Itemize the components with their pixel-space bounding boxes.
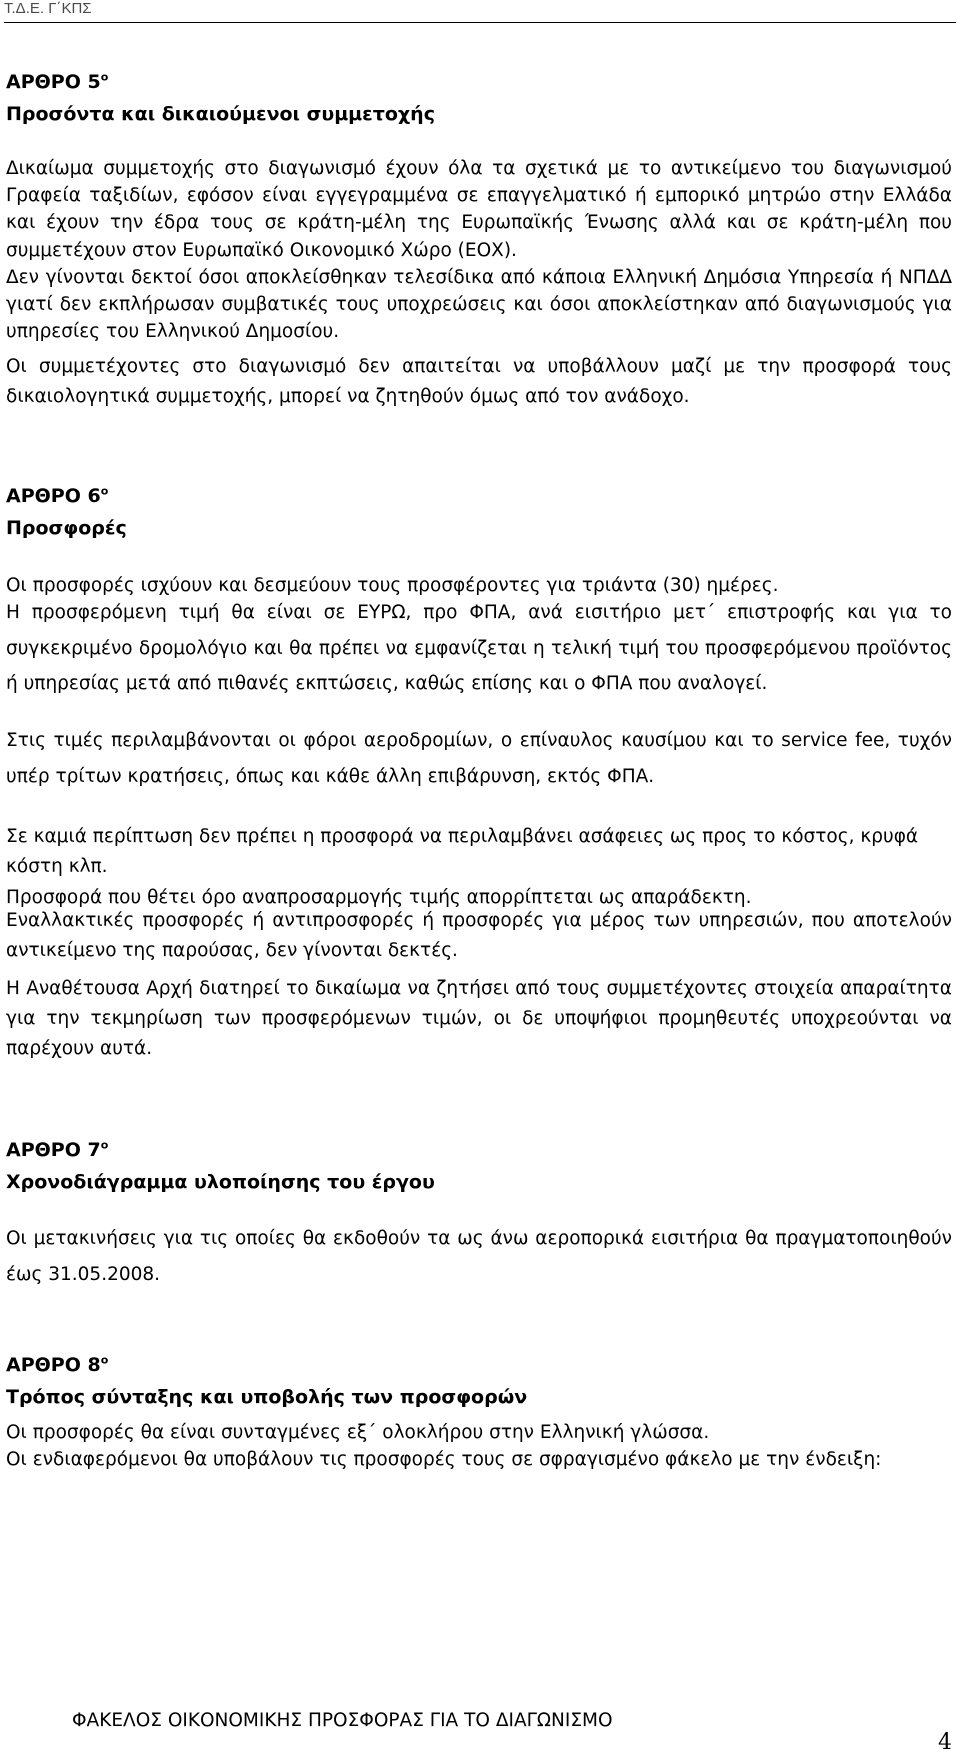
article-6-title: Προσφορές — [6, 517, 127, 539]
article-5-paragraph-eligibility: Δικαίωμα συμμετοχής στο διαγωνισμό έχουν όλα τα σχετικά με το αντικείμενο του διαγωνισμού Γραφεία ταξιδίων, εφόσον είναι εγγεγραμμένα σε επαγγελματικό ή εμπορικό μητρώο στην Ελλάδα και έχουν την έδρα τους σε κράτη-μέλη της Ευρωπαϊκής Ένωσης αλλά και σε κράτη-μέλη που συμμετέχουν στον Ευρωπαϊκό Οικονομικό Χώρο (ΕΟΧ). — [6, 158, 952, 261]
article-7-title: Χρονοδιάγραμμα υλοποίησης του έργου — [6, 1171, 435, 1193]
article-8-paragraph-language: Οι προσφορές θα είναι συνταγμένες εξ΄ ολοκλήρου στην Ελληνική γλώσσα. — [6, 1422, 710, 1443]
article-5-title: Προσόντα και δικαιούμενοι συμμετοχής — [6, 103, 435, 125]
envelope-label: ΦΑΚΕΛΟΣ ΟΙΚΟΝΟΜΙΚΗΣ ΠΡΟΣΦΟΡΑΣ ΓΙΑ ΤΟ ΔΙΑΓΩΝΙΣΜΟ — [72, 1710, 613, 1731]
page-number: 4 — [938, 1730, 952, 1755]
article-6-paragraph-validity: Οι προσφορές ισχύουν και δεσμεύουν τους προσφέροντες για τριάντα (30) ημέρες. — [6, 575, 779, 596]
article-6-paragraph-price: Η προσφερόμενη τιμή θα είναι σε ΕΥΡΩ, προ ΦΠΑ, ανά εισιτήριο μετ΄ επιστροφής και για το συγκεκριμένο δρομολόγιο και θα πρέπει να εμφανίζεται η τελική τιμή του προσφερόμενου προϊόντος ή υπηρεσίας μετά από πιθανές εκπτώσεις, καθώς επίσης και ο ΦΠΑ που αναλογεί. — [6, 602, 952, 694]
article-7-paragraph-timeline: Οι μετακινήσεις για τις οποίες θα εκδοθούν τα ως άνω αεροπορικά εισιτήρια θα πραγματοποιηθούν έως 31.05.2008. — [6, 1228, 952, 1285]
article-6-paragraph-taxes: Στις τιμές περιλαμβάνονται οι φόροι αεροδρομίων, ο επίναυλος καυσίμου και το service fee, τυχόν υπέρ τρίτων κρατήσεις, όπως και κάθε άλλη επιβάρυνση, εκτός ΦΠΑ. — [6, 730, 952, 787]
article-7-number: ΑΡΘΡΟ $7^o$ — [6, 1138, 109, 1161]
article-5-paragraph-documents: Οι συμμετέχοντες στο διαγωνισμό δεν απαιτείται να υποβάλλουν μαζί με την προσφορά τους δικαιολογητικά συμμετοχής, μπορεί να ζητηθούν όμως από τον ανάδοχο. — [6, 356, 952, 407]
article-8-title: Τρόπος σύνταξης και υποβολής των προσφορών — [6, 1386, 528, 1408]
article-6-paragraph-ambiguity: Σε καμιά περίπτωση δεν πρέπει η προσφορά να περιλαμβάνει ασάφειες ως προς το κόστος, κρυφά κόστη κλπ. — [6, 826, 919, 877]
article-8-paragraph-submission: Οι ενδιαφερόμενοι θα υποβάλουν τις προσφορές τους σε σφραγισμένο φάκελο με την ένδειξη: — [6, 1449, 882, 1470]
header-divider — [4, 22, 956, 23]
article-6-number: ΑΡΘΡΟ $6^o$ — [6, 484, 109, 507]
article-5-paragraph-exclusions: Δεν γίνονται δεκτοί όσοι αποκλείσθηκαν τελεσίδικα από κάποια Ελληνική Δημόσια Υπηρεσία ή ΝΠΔΔ γιατί δεν εκπλήρωσαν συμβατικές τους υποχρεώσεις και όσοι αποκλείστηκαν από διαγωνισμούς για υπηρεσίες του Ελληνικού Δημοσίου. — [6, 267, 952, 343]
document-header-label: Τ.Δ.Ε. Γ΄ΚΠΣ — [4, 0, 92, 17]
article-8-number: ΑΡΘΡΟ $8^o$ — [6, 1353, 109, 1376]
article-6-paragraph-price-adjustment: Προσφορά που θέτει όρο αναπροσαρμογής τιμής απορρίπτεται ως απαράδεκτη. — [6, 887, 752, 908]
article-6-paragraph-evidence: Η Αναθέτουσα Αρχή διατηρεί το δικαίωμα να ζητήσει από τους συμμετέχοντες στοιχεία απαραίτητα για την τεκμηρίωση των προσφερόμενων τιμών, οι δε υποψήφιοι προμηθευτές υποχρεούνται να παρέχουν αυτά. — [6, 978, 952, 1059]
article-6-paragraph-alternatives: Εναλλακτικές προσφορές ή αντιπροσφορές ή προσφορές για μέρος των υπηρεσιών, που αποτελούν αντικείμενο της παρούσας, δεν γίνονται δεκτές. — [6, 910, 952, 961]
article-5-number: ΑΡΘΡΟ $5^o$ — [6, 70, 109, 93]
